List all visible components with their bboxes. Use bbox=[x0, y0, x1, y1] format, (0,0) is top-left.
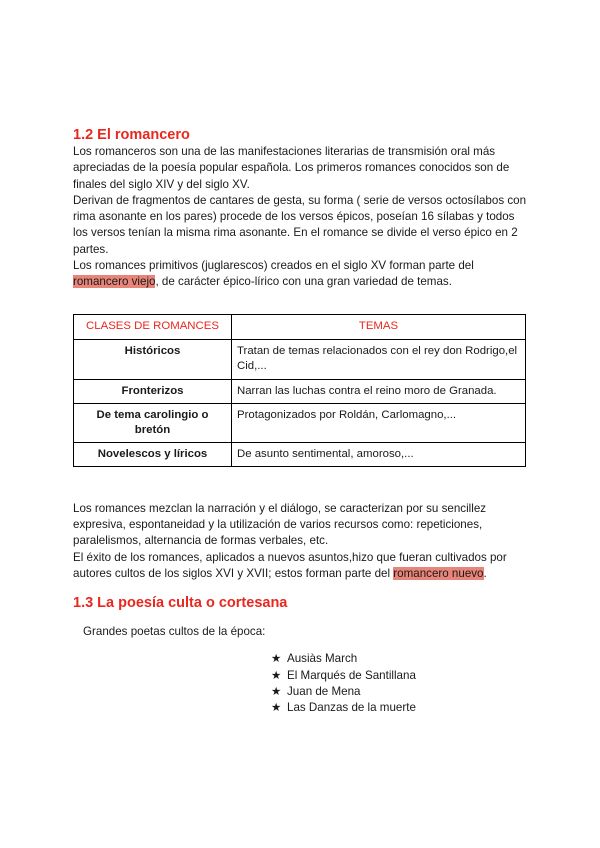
highlight-romancero-nuevo: romancero nuevo bbox=[393, 566, 484, 580]
table-header-temas: TEMAS bbox=[232, 314, 526, 339]
table-cell-tema: Narran las luchas contra el reino moro de Granada. bbox=[232, 379, 526, 403]
paragraph-poets-intro: Grandes poetas cultos de la época: bbox=[83, 624, 266, 638]
highlight-romancero-viejo: romancero viejo bbox=[73, 275, 156, 289]
poet-name: Ausiàs March bbox=[287, 652, 358, 666]
poet-name: El Marqués de Santillana bbox=[287, 668, 416, 682]
table-cell-tema: Protagonizados por Roldán, Carlomagno,... bbox=[232, 403, 526, 442]
table-cell-clase: Históricos bbox=[74, 339, 232, 379]
paragraph-romancero-viejo bbox=[73, 258, 528, 291]
poet-name: Juan de Mena bbox=[287, 684, 361, 698]
list-item bbox=[271, 700, 528, 716]
poets-list bbox=[271, 651, 528, 716]
text-fragment: Los romances primitivos (juglarescos) creados en el siglo XV forman parte del bbox=[73, 259, 474, 273]
section-heading-romancero: 1.2 El romancero bbox=[73, 127, 190, 143]
star-bullet-icon: ★ bbox=[271, 652, 282, 666]
text-fragment: El éxito de los romances, aplicados a nuevos asuntos,hizo que fueran cultivados por autores cultos de los siglos XVI y XVII; estos forman parte del bbox=[73, 550, 507, 580]
poet-name: Las Danzas de la muerte bbox=[287, 701, 416, 715]
paragraph-origin: Derivan de fragmentos de cantares de gesta, su forma ( serie de versos octosílabos con rima asonante en los pares) procede de los versos épicos, poseían 16 sílabas y todos los versos tenían la misma rima asonante. En el romance se divide el verso épico en 2 partes. bbox=[73, 193, 527, 256]
section-heading-poesia-culta: 1.3 La poesía culta o cortesana bbox=[73, 595, 288, 612]
list-item bbox=[271, 651, 528, 667]
table-row bbox=[74, 339, 526, 379]
star-bullet-icon: ★ bbox=[271, 668, 282, 682]
text-fragment: . bbox=[483, 566, 487, 580]
table-row bbox=[74, 442, 526, 466]
romances-table bbox=[73, 314, 526, 467]
table-header-row bbox=[74, 314, 526, 339]
table-cell-tema: De asunto sentimental, amoroso,... bbox=[232, 442, 526, 466]
table-cell-clase: De tema carolingio o bretón bbox=[74, 403, 232, 442]
text-fragment: , de carácter épico-lírico con una gran variedad de temas. bbox=[155, 275, 452, 289]
list-item bbox=[271, 668, 528, 684]
table-row bbox=[74, 403, 526, 442]
table-header-clases: CLASES DE ROMANCES bbox=[74, 314, 232, 339]
table-cell-tema: Tratan de temas relacionados con el rey don Rodrigo,el Cid,... bbox=[232, 339, 526, 379]
list-item bbox=[271, 684, 528, 700]
paragraph-intro: Los romanceros son una de las manifestaciones literarias de transmisión oral más apreciadas de la poesía popular española. Los primeros romances conocidos son de finales del siglo XIV y del siglo XV. bbox=[73, 145, 510, 191]
star-bullet-icon: ★ bbox=[271, 701, 282, 715]
document-page bbox=[73, 126, 528, 717]
paragraph-caracteristicas: Los romances mezclan la narración y el diálogo, se caracterizan por su sencillez expresiva, espontaneidad y la utilización de varios recursos como: repeticiones, paralelismos, alternancia de formas verbales, etc. bbox=[73, 501, 487, 548]
table-cell-clase: Novelescos y líricos bbox=[74, 442, 232, 466]
table-row bbox=[74, 379, 526, 403]
table-cell-clase: Fronterizos bbox=[74, 379, 232, 403]
paragraph-romancero-nuevo bbox=[73, 550, 528, 583]
star-bullet-icon: ★ bbox=[271, 684, 282, 698]
